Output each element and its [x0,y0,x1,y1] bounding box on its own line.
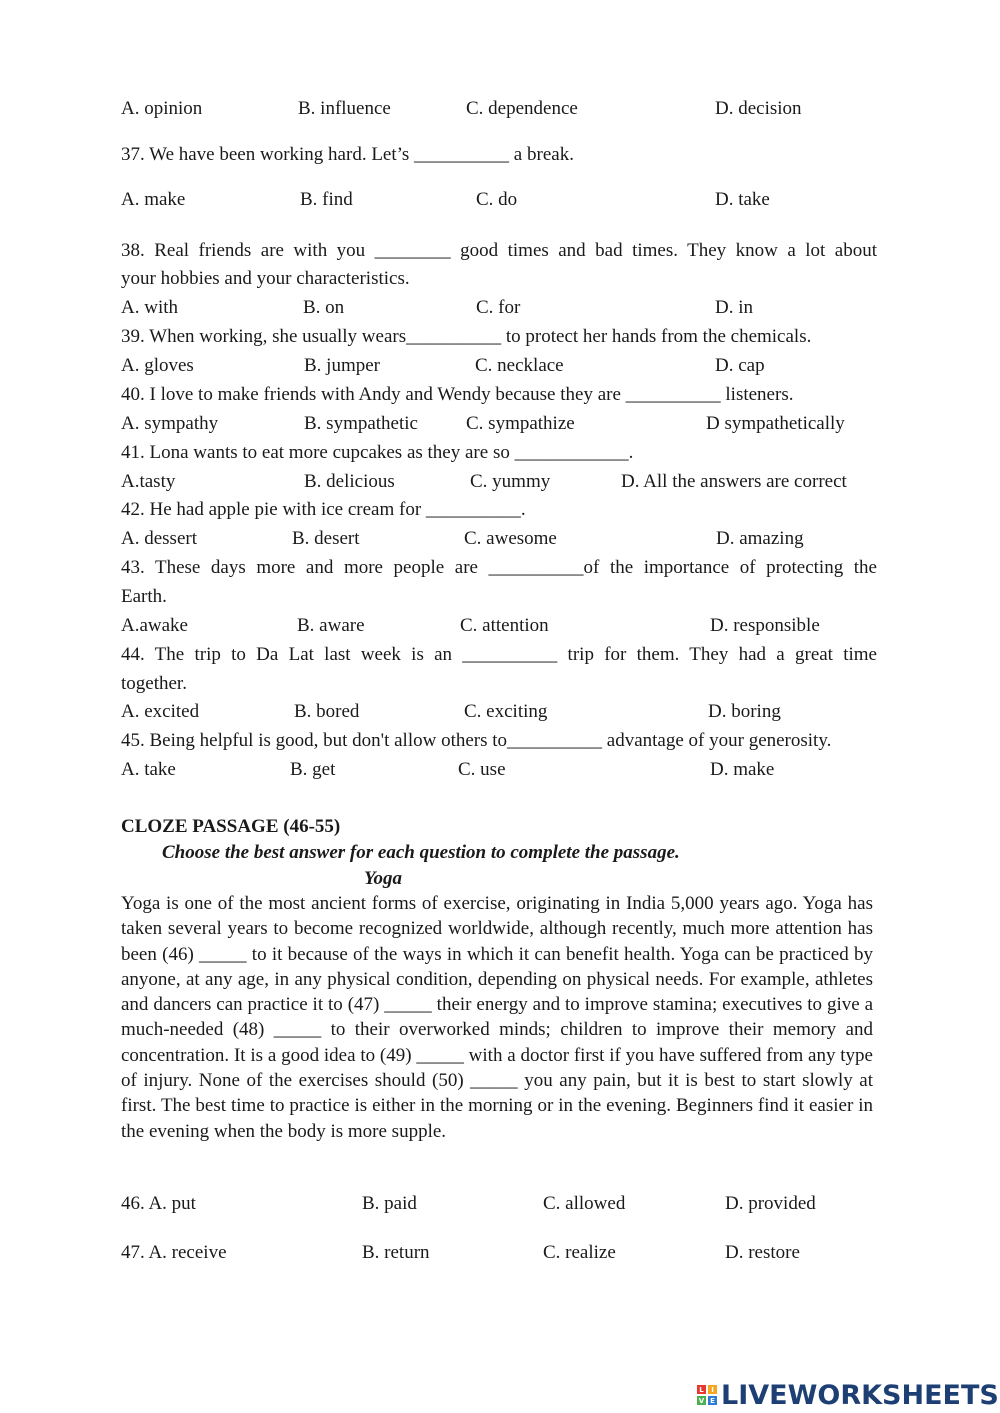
option-d: D. boring [708,701,781,722]
option-b: B. aware [297,615,365,636]
logo-mark-icon [697,1385,717,1405]
option-d: D. restore [725,1242,800,1263]
option-c: C. do [476,189,518,210]
question-stem: 37. We have been working hard. Let’s __________ a break. [121,144,574,165]
question-stem: 38. Real friends are with you ________ good times and bad times. They know a lot about [121,240,877,261]
option-d: D. decision [715,98,802,119]
option-d: D. provided [725,1193,816,1214]
section-heading: CLOZE PASSAGE (46-55) [121,816,341,837]
option-d: D. responsible [710,615,820,636]
logo-cell: E [708,1396,717,1405]
option-d: D. take [715,189,770,210]
option-b: B. return [362,1242,430,1263]
option-a: A. excited [121,701,200,722]
option-d: D. amazing [716,528,804,549]
option-a: A. dessert [121,528,197,549]
question-stem-continued: together. [121,673,187,694]
option-a: A. make [121,189,186,210]
option-c: C. necklace [475,355,564,376]
option-b: B. on [303,297,345,318]
section-instruction: Choose the best answer for each question to complete the passage. [162,842,680,863]
option-c: C. yummy [470,471,551,492]
option-c: C. sympathize [466,413,575,434]
option-d: D. make [710,759,775,780]
option-a: A.tasty [121,471,176,492]
option-c: C. realize [543,1242,616,1263]
question-stem: 44. The trip to Da Lat last week is an __________ trip for them. They had a great time [121,644,877,665]
option-b: B. bored [294,701,360,722]
option-c: C. dependence [466,98,578,119]
option-d: D. cap [715,355,765,376]
question-stem: 42. He had apple pie with ice cream for __________. [121,499,526,520]
option-b: B. jumper [304,355,380,376]
option-c: C. allowed [543,1193,626,1214]
liveworksheets-logo [697,1380,999,1410]
question-stem: 45. Being helpful is good, but don't allow others to__________ advantage of your generosity. [121,730,832,751]
logo-cell: V [698,1396,705,1405]
option-b: B. desert [292,528,360,549]
question-stem: 43. These days more and more people are __________of the importance of protecting the [121,557,877,578]
option-c: C. attention [460,615,549,636]
logo-cell: I [708,1385,717,1394]
option-d: D sympathetically [706,413,845,434]
option-a: A.awake [121,615,188,636]
option-a: A. take [121,759,176,780]
question-stem: 40. I love to make friends with Andy and Wendy because they are __________ listeners. [121,384,794,405]
option-c: C. use [458,759,506,780]
option-b: B. find [300,189,353,210]
option-b: B. influence [298,98,391,119]
question-stem: 39. When working, she usually wears__________ to protect her hands from the chemicals. [121,326,812,347]
question-stem: 41. Lona wants to eat more cupcakes as they are so ____________. [121,442,634,463]
option-a: A. with [121,297,178,318]
option-a: 46. A. put [121,1193,196,1214]
option-d: D. in [715,297,753,318]
logo-cell: L [697,1385,706,1394]
option-a: A. gloves [121,355,194,376]
option-d: D. All the answers are correct [621,471,847,492]
question-stem-continued: Earth. [121,586,167,607]
cloze-passage: Yoga is one of the most ancient forms of exercise, originating in India 5,000 years ago. Yoga has taken several years to become recognized worldwide, although recently, much more attention has been (46) _____ to it because of the ways in which it can benefit health. Yoga can be practiced by anyone, at any age, in any physical condition, depending on physical needs. For example, athletes and dancers can practice it to (47) _____ their energy and to improve stamina; executives to give a much-needed (48) _____ to their overworked minds; children to improve their memory and concentration. It is a good idea to (49) _____ with a doctor first if you have suffered from any type of injury. None of the exercises should (50) _____ you any pain, but it is best to start slowly at first. The best time to practice is either in the morning or in the evening. Beginners find it easier in the evening when the body is more supple. [121,893,873,1142]
option-a: A. opinion [121,98,203,119]
option-a: 47. A. receive [121,1242,227,1263]
option-c: C. exciting [464,701,548,722]
option-b: B. paid [362,1193,417,1214]
option-a: A. sympathy [121,413,219,434]
option-c: C. awesome [464,528,557,549]
passage-title: Yoga [364,868,402,889]
question-stem-continued: your hobbies and your characteristics. [121,268,410,289]
option-b: B. get [290,759,336,780]
option-b: B. delicious [304,471,395,492]
option-b: B. sympathetic [304,413,418,434]
brand-name: LIVEWORKSHEETS [721,1379,999,1411]
option-c: C. for [476,297,521,318]
